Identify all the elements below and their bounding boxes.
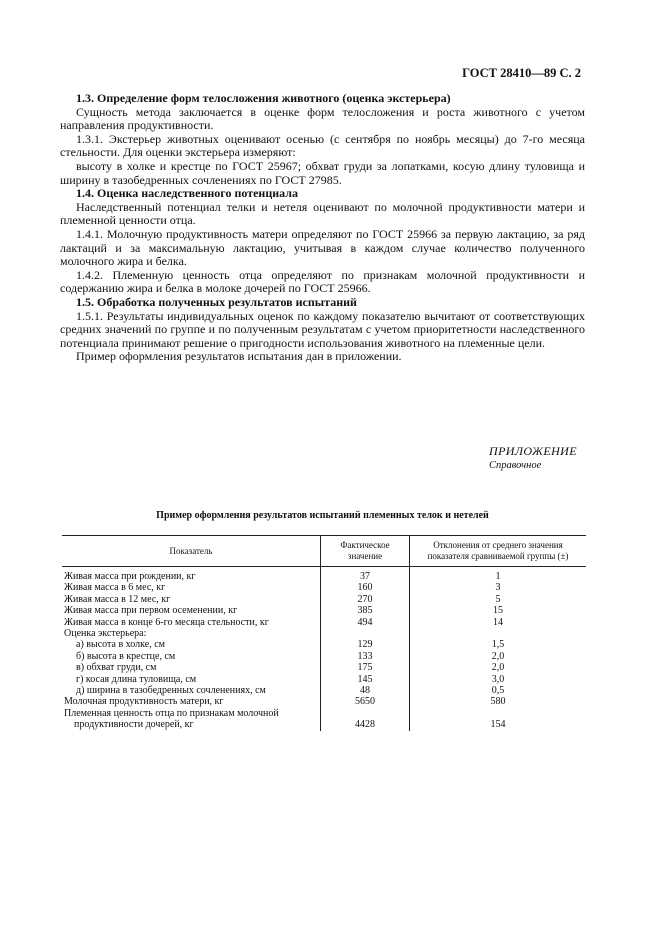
deviation-value: 1,5: [410, 639, 587, 650]
table-row: [62, 651, 586, 662]
row-label: д) ширина в тазобедренных сочленениях, см: [76, 685, 266, 697]
paragraph: Пример оформления результатов испытания дан в приложении.: [76, 349, 402, 364]
actual-value: 5650: [321, 696, 410, 707]
row-label: Живая масса в 6 мес, кг: [64, 582, 166, 594]
table-row: [62, 708, 586, 719]
row-label: продуктивности дочерей, кг: [74, 719, 194, 731]
actual-value: 48: [321, 685, 410, 696]
row-label: Живая масса в 12 мес, кг: [64, 593, 171, 605]
deviation-value: 154: [410, 719, 587, 730]
paragraph: 1.5.1. Результаты индивидуальных оценок по каждому показателю вычитают от соответствующих средних значений по группе и по полученным результатам с учетом приоритетности наследственного потенциала принимают решение о пригодности использования животного на племенные цели.: [60, 308, 585, 350]
table-header-row: [62, 536, 586, 567]
table-row: [62, 567, 586, 583]
row-label: Молочная продуктивность матери, кг: [64, 696, 224, 708]
table-row: [62, 685, 586, 696]
row-label: Живая масса при первом осеменении, кг: [64, 605, 238, 617]
column-header-actual-value: Фактическое значение: [321, 536, 410, 567]
deviation-value: 2,0: [410, 662, 587, 673]
actual-value: 4428: [321, 719, 410, 730]
table-row: [62, 582, 586, 593]
paragraph: 1.4.1. Молочную продуктивность матери определяют по ГОСТ 25966 за первую лактацию, за ряд лактаций и за максимальную лактацию, учитывая в каждом случае количество полученного молочного жира и белка.: [60, 226, 585, 269]
actual-value: 160: [321, 582, 410, 593]
paragraph: Наследственный потенциал телки и нетеля оценивают по молочной продуктивности матери и племенной ценности отца.: [60, 199, 585, 228]
actual-value: 37: [321, 567, 410, 583]
column-header-deviation: Отклонения от среднего значения показателя сравниваемой группы (±): [410, 536, 587, 567]
table-row: [62, 674, 586, 685]
deviation-value: 580: [410, 696, 587, 707]
deviation-value: 0,5: [410, 685, 587, 696]
paragraph: 1.4.2. Племенную ценность отца определяют по признакам молочной продуктивности и содержанию жира и белка в молоке дочерей по ГОСТ 25966.: [60, 267, 585, 296]
actual-value: [321, 628, 410, 639]
row-label: б) высота в крестце, см: [76, 650, 176, 662]
actual-value: 270: [321, 594, 410, 605]
page-header: ГОСТ 28410—89 С. 2: [462, 66, 581, 80]
deviation-value: [410, 708, 587, 719]
appendix-subtitle: Справочное: [489, 460, 542, 471]
appendix-label: [489, 444, 577, 471]
row-label: в) обхват груди, см: [76, 662, 157, 674]
row-label: Живая масса при рождении, кг: [64, 571, 196, 582]
actual-value: 385: [321, 605, 410, 616]
section-heading: 1.5. Обработка полученных результатов испытаний: [76, 294, 357, 309]
section-heading: 1.4. Оценка наследственного потенциала: [76, 186, 298, 201]
section-heading: 1.3. Определение форм телосложения животного (оценка экстерьера): [76, 91, 451, 105]
table-row: [62, 594, 586, 605]
results-table-container: [62, 535, 586, 731]
paragraph: Сущность метода заключается в оценке форм телосложения и роста животного с учетом направления продуктивности.: [60, 104, 585, 133]
actual-value: [321, 708, 410, 719]
deviation-value: 3,0: [410, 674, 587, 685]
paragraph: высоту в холке и крестце по ГОСТ 25967; обхват груди за лопатками, косую длину туловища и ширину в тазобедренных сочленениях по ГОСТ 27985.: [60, 158, 585, 187]
results-table: [62, 535, 586, 731]
row-label: Оценка экстерьера:: [64, 628, 147, 640]
deviation-value: 1: [410, 567, 587, 583]
actual-value: 175: [321, 662, 410, 673]
row-label: Племенная ценность отца по признакам молочной: [64, 707, 279, 719]
row-label: Живая масса в конце 6-го месяца стельности, кг: [64, 616, 269, 628]
table-row: [62, 696, 586, 707]
row-label: г) косая длина туловища, см: [76, 673, 197, 685]
table-row: [62, 628, 586, 639]
actual-value: 145: [321, 674, 410, 685]
deviation-value: 3: [410, 582, 587, 593]
paragraph: 1.3.1. Экстерьер животных оценивают осенью (с сентября по ноябрь месяцы) до 7-го месяца стельности. Для оценки экстерьера измеряют:: [60, 131, 585, 160]
body-text: [60, 92, 585, 364]
deviation-value: 15: [410, 605, 587, 616]
actual-value: 494: [321, 617, 410, 628]
deviation-value: 2,0: [410, 651, 587, 662]
actual-value: 133: [321, 651, 410, 662]
table-row: [62, 719, 586, 730]
appendix-title: ПРИЛОЖЕНИЕ: [489, 444, 577, 458]
table-title: Пример оформления результатов испытаний племенных телок и нетелей: [156, 510, 489, 521]
table-row: [62, 617, 586, 628]
deviation-value: [410, 628, 587, 639]
deviation-value: 5: [410, 594, 587, 605]
table-row: [62, 605, 586, 616]
deviation-value: 14: [410, 617, 587, 628]
table-row: [62, 662, 586, 673]
column-header-indicator: Показатель: [169, 545, 213, 556]
table-row: [62, 639, 586, 650]
row-label: а) высота в холке, см: [76, 639, 165, 651]
actual-value: 129: [321, 639, 410, 650]
